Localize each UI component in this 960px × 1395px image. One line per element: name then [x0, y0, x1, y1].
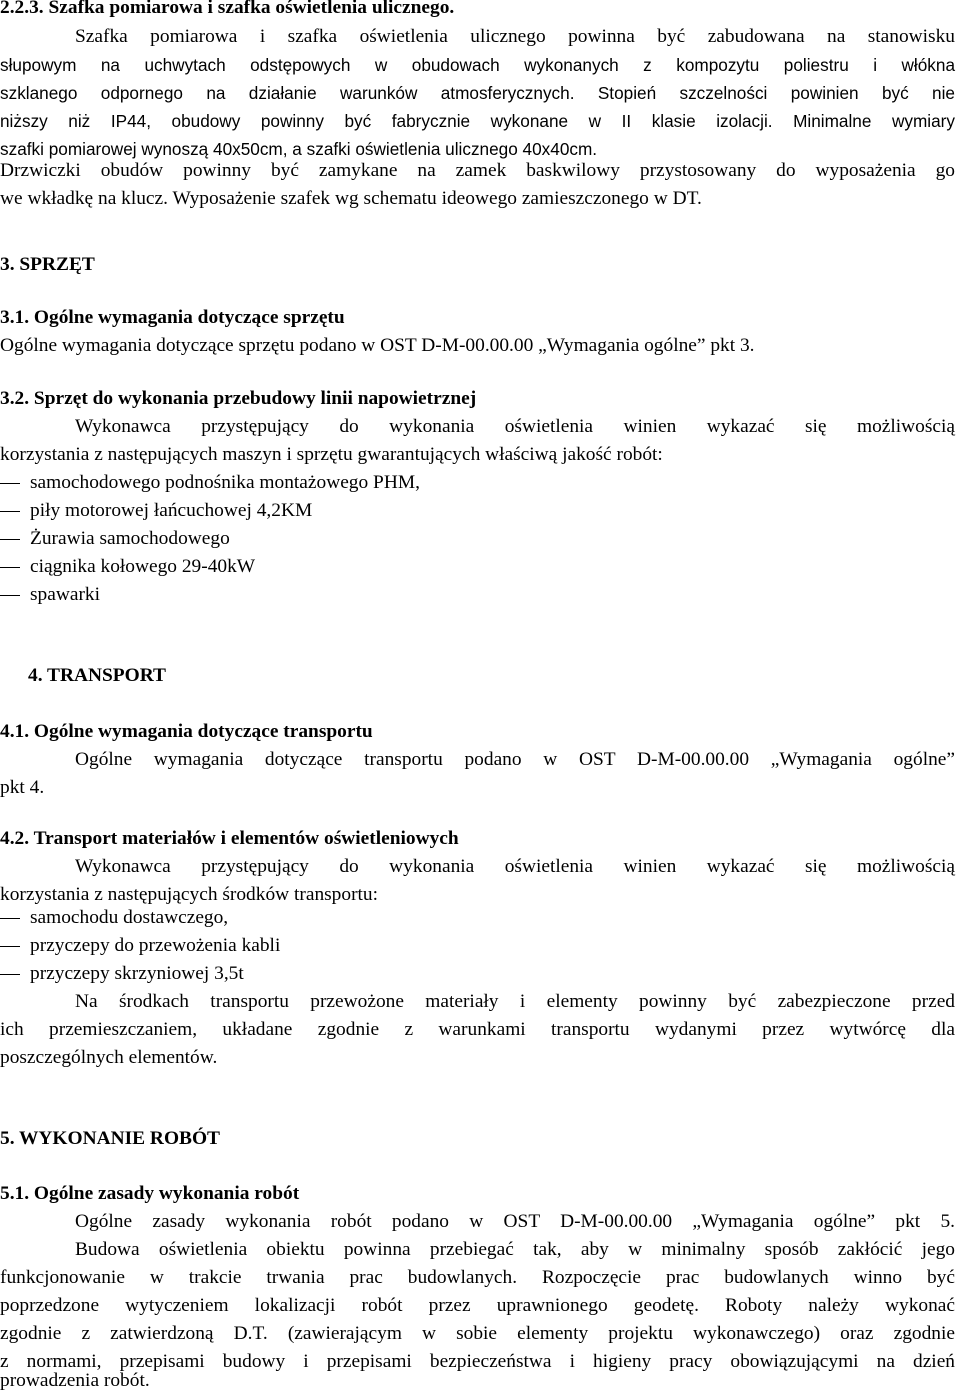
section-5-heading: 5. WYKONANIE ROBÓT — [0, 1128, 220, 1149]
paragraph-line: prowadzenia robót. — [0, 1370, 150, 1391]
list-item: ciągnika kołowego 29-40kW — [0, 553, 955, 581]
dash-bullet — [0, 525, 20, 553]
section-4-2-heading: 4.2. Transport materiałów i elementów oświetleniowych — [0, 828, 459, 849]
paragraph-line: Na środkach transportu przewożone materiały i elementy powinny być zabezpieczone przed — [75, 991, 955, 1012]
paragraph-line: korzystania z następujących maszyn i sprzętu gwarantujących właściwą jakość robót: — [0, 444, 663, 465]
paragraph-line: Wykonawca przystępujący do wykonania oświetlenia winien wykazać się możliwością — [75, 856, 955, 877]
paragraph-line: poprzedzone wytyczeniem lokalizacji robót przez uprawnionego geodetę. Roboty należy wykonać — [0, 1295, 955, 1316]
paragraph-line: funkcjonowanie w trakcie trwania prac budowlanych. Rozpoczęcie prac budowlanych winno być — [0, 1267, 955, 1288]
dash-bullet — [0, 469, 20, 497]
dash-bullet — [0, 497, 20, 525]
section-3-2-heading: 3.2. Sprzęt do wykonania przebudowy linii napowietrznej — [0, 388, 477, 409]
paragraph-line: korzystania z następujących środków transportu: — [0, 884, 379, 905]
section-5-1-heading: 5.1. Ogólne zasady wykonania robót — [0, 1183, 300, 1204]
dash-bullet — [0, 581, 20, 609]
list-item: piły motorowej łańcuchowej 4,2KM — [0, 497, 955, 525]
dash-bullet — [0, 932, 20, 960]
list-item: spawarki — [0, 581, 955, 609]
paragraph-line: Szafka pomiarowa i szafka oświetlenia ulicznego powinna być zabudowana na stanowisku — [75, 26, 955, 47]
paragraph-line: z normami, przepisami budowy i przepisami bezpieczeństwa i higieny pracy obowiązującymi na dzień — [0, 1351, 955, 1372]
paragraph-line: słupowym na uchwytach odstępowych w obudowach wykonanych z kompozytu poliestru i włókna — [0, 55, 955, 75]
paragraph-line: zgodnie z zatwierdzoną D.T. (zawierającym w sobie elementy projektu wykonawczego) oraz zgodnie — [0, 1323, 955, 1344]
dash-bullet — [0, 960, 20, 988]
section-4-1-heading: 4.1. Ogólne wymagania dotyczące transportu — [0, 721, 373, 742]
paragraph-line: szklanego odpornego na działanie warunków atmosferycznych. Stopień szczelności powinien być nie — [0, 83, 955, 103]
paragraph-line: niższy niż IP44, obudowy powinny być fabrycznie wykonane w II klasie izolacji. Minimalne wymiary — [0, 111, 955, 131]
paragraph-line: szafki pomiarowej wynoszą 40x50cm, a szafki oświetlenia ulicznego 40x40cm. — [0, 139, 598, 159]
paragraph-line: Drzwiczki obudów powinny być zamykane na zamek baskwilowy przystosowany do wyposażenia go — [0, 160, 955, 181]
dash-bullet — [0, 553, 20, 581]
section-2-2-3-heading: 2.2.3. Szafka pomiarowa i szafka oświetlenia ulicznego. — [0, 0, 455, 18]
paragraph-line: Budowa oświetlenia obiektu powinna przebiegać tak, aby w minimalny sposób zakłócić jego — [75, 1239, 955, 1260]
paragraph-line: Ogólne zasady wykonania robót podano w OST D-M-00.00.00 „Wymagania ogólne” pkt 5. — [75, 1211, 955, 1232]
paragraph-line: Ogólne wymagania dotyczące sprzętu podano w OST D-M-00.00.00 „Wymagania ogólne” pkt 3. — [0, 335, 755, 356]
list-item: Żurawia samochodowego — [0, 525, 955, 553]
section-3-1-heading: 3.1. Ogólne wymagania dotyczące sprzętu — [0, 307, 345, 328]
list-item: samochodu dostawczego, — [0, 904, 955, 932]
paragraph-line: pkt 4. — [0, 777, 45, 798]
paragraph-line: poszczególnych elementów. — [0, 1047, 218, 1068]
section-4-heading: 4. TRANSPORT — [28, 665, 166, 686]
list-item: przyczepy do przewożenia kabli — [0, 932, 955, 960]
dash-bullet — [0, 904, 20, 932]
paragraph-line: ich przemieszczaniem, układane zgodnie z warunkami transportu wydanymi przez wytwórcę dla — [0, 1019, 955, 1040]
list-item: samochodowego podnośnika montażowego PHM, — [0, 469, 955, 497]
list-item: przyczepy skrzyniowej 3,5t — [0, 960, 955, 988]
section-3-heading: 3. SPRZĘT — [0, 254, 95, 275]
paragraph-line: we wkładkę na klucz. Wyposażenie szafek wg schematu ideowego zamieszczonego w DT. — [0, 188, 702, 209]
paragraph-line: Ogólne wymagania dotyczące transportu podano w OST D-M-00.00.00 „Wymagania ogólne” — [75, 749, 955, 770]
paragraph-line: Wykonawca przystępujący do wykonania oświetlenia winien wykazać się możliwością — [75, 416, 955, 437]
